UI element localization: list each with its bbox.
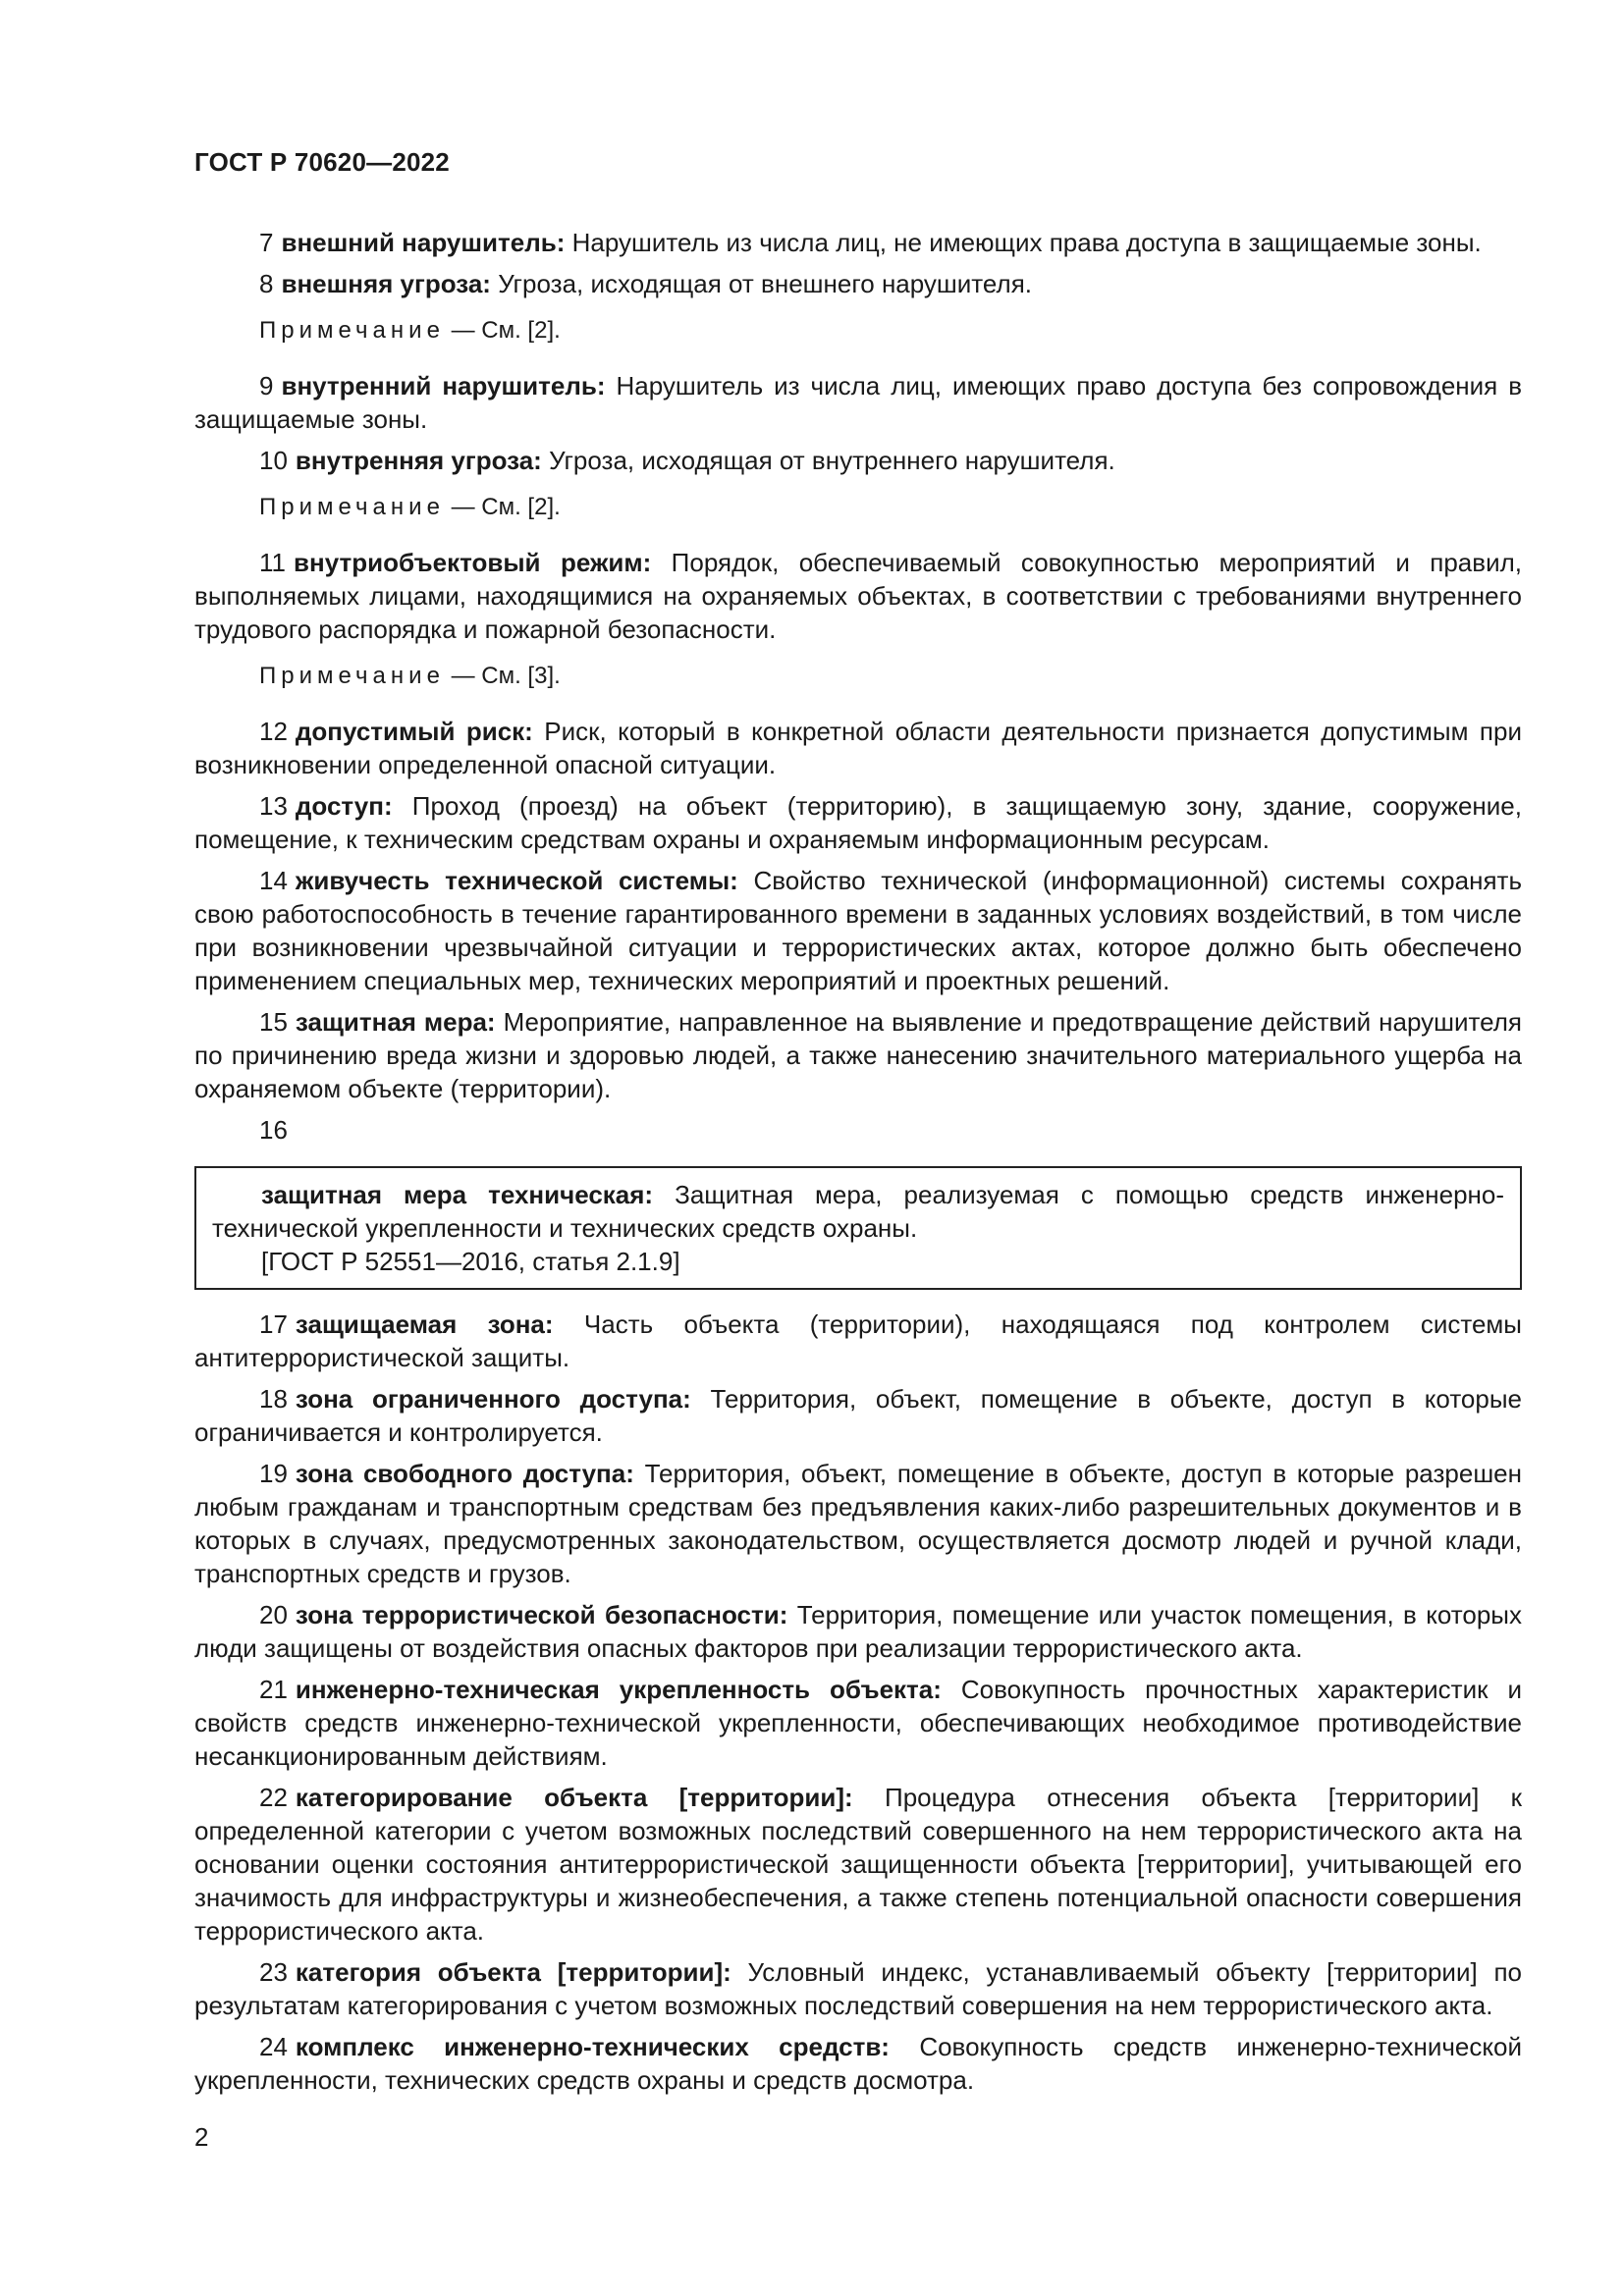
definition: Условный индекс, устанавливаемый объекту [территории] по результатам категорирования с учетом возможных последствий совершения на нем террористического акта. <box>194 1957 1522 2020</box>
term: категорирование объекта [территории]: <box>295 1783 853 1812</box>
note-label: Примечание <box>259 663 445 689</box>
term-entry-23: 23 категория объекта [территории]: Условный индекс, устанавливаемый объекту [территории] по результатам категорирования с учетом возможных последствий совершения на нем террористического акта. <box>194 1957 1522 2020</box>
term: инженерно-техническая укрепленность объекта: <box>295 1675 942 1704</box>
definition: Угроза, исходящая от внутреннего нарушителя. <box>549 446 1115 475</box>
term: категория объекта [территории]: <box>295 1957 731 1987</box>
term-entry-13: 13 доступ: Проход (проезд) на объект (территорию), в защищаемую зону, здание, сооружение, помещение, к техническим средствам охраны и охраняемым информационным ресурсам. <box>194 791 1522 854</box>
standard-header: ГОСТ Р 70620—2022 <box>194 147 450 177</box>
note-label: Примечание <box>259 317 445 344</box>
definition: Процедура отнесения объекта [территории] к определенной категории с учетом возможных последствий совершенного на нем террористического акта на основании оценки состояния антитеррористической защищенности объекта [территории], учитывающей его значимость для инфраструктуры и жизнеобеспечения, а также степень потенциальной опасности совершения террористического акта. <box>194 1783 1522 1946</box>
note-text: — См. [2]. <box>451 494 561 520</box>
boxed-term-entry <box>212 1178 1504 1245</box>
term: зона свободного доступа: <box>295 1459 634 1488</box>
definition: Совокупность средств инженерно-технической укрепленности, технических средств охраны и средств досмотра. <box>194 2032 1522 2095</box>
term-entry-10: 10 внутренняя угроза: Угроза, исходящая от внутреннего нарушителя. <box>259 446 1115 475</box>
definition: Совокупность прочностных характеристик и свойств средств инженерно-технической укрепленности, обеспечивающих необходимое противодействие несанкционированным действиям. <box>194 1675 1522 1771</box>
term: внутренний нарушитель: <box>281 371 606 400</box>
term-entry-18: 18 зона ограниченного доступа: Территория, объект, помещение в объекте, доступ в которые ограничивается и контролируется. <box>194 1384 1523 1447</box>
definition: Территория, объект, помещение в объекте, доступ в которые ограничивается и контролируется. <box>194 1384 1523 1447</box>
definition: Угроза, исходящая от внешнего нарушителя. <box>498 269 1032 298</box>
term: доступ: <box>295 791 393 821</box>
definition: Территория, помещение или участок помещения, в которых люди защищены от воздействия опасных факторов при реализации террористического акта. <box>194 1600 1522 1663</box>
definition: Риск, который в конкретной области деятельности признается допустимым при возникновении определенной опасной ситуации. <box>194 717 1522 779</box>
term-entry-12: 12 допустимый риск: Риск, который в конкретной области деятельности признается допустимым при возникновении определенной опасной ситуации. <box>194 717 1522 779</box>
term: внешняя угроза: <box>281 269 491 298</box>
definition: Нарушитель из числа лиц, имеющих право доступа без сопровождения в защищаемые зоны. <box>194 371 1523 434</box>
source-reference: [ГОСТ Р 52551—2016, статья 2.1.9] <box>261 1247 680 1276</box>
term: внутриобъектовый режим: <box>294 548 652 577</box>
term-entry-17: 17 защищаемая зона: Часть объекта (территории), находящаяся под контролем системы антитеррористической защиты. <box>194 1309 1522 1372</box>
term-entry-11: 11 внутриобъектовый режим: Порядок, обеспечиваемый совокупностью мероприятий и правил, выполняемых лицами, находящимися на охраняемых объектах, в соответствии с требованиями внутреннего трудового распорядка и пожарной безопасности. <box>194 548 1522 644</box>
term-entry-20: 20 зона террористической безопасности: Территория, помещение или участок помещения, в которых люди защищены от воздействия опасных факторов при реализации террористического акта. <box>194 1600 1522 1663</box>
definition: Свойство технической (информационной) системы сохранять свою работоспособность в течение гарантированного времени в заданных условиях воздействий, в том числе при возникновении чрезвычайной ситуации и террористических актах, которое должно быть обеспечено применением специальных мер, технических мероприятий и проектных решений. <box>194 866 1522 995</box>
term-entry-24: 24 комплекс инженерно-технических средств: Совокупность средств инженерно-технической укрепленности, технических средств охраны и средств досмотра. <box>194 2032 1522 2095</box>
definition: Мероприятие, направленное на выявление и предотвращение действий нарушителя по причинению вреда жизни и здоровью людей, а также нанесению значительного материального ущерба на охраняемом объекте (территории). <box>194 1007 1522 1103</box>
term: живучесть технической системы: <box>295 866 738 895</box>
terms-list <box>194 226 1522 2097</box>
definition: Территория, объект, помещение в объекте, доступ в которые разрешен любым гражданам и транспортным средствам без предъявления каких-либо разрешительных документов и в которых в случаях, предусмотренных законодательством, осуществляется досмотр людей и ручной клади, транспортных средств и грузов. <box>194 1459 1522 1588</box>
note <box>194 491 1522 524</box>
boxed-definition <box>194 1166 1522 1290</box>
term: внутренняя угроза: <box>295 446 542 475</box>
note-label: Примечание <box>259 494 445 520</box>
term-entry-7: 7 внешний нарушитель: Нарушитель из числа лиц, не имеющих права доступа в защищаемые зоны. <box>259 228 1482 257</box>
note <box>194 314 1522 347</box>
term: защитная мера: <box>295 1007 496 1037</box>
term-entry-9: 9 внутренний нарушитель: Нарушитель из числа лиц, имеющих право доступа без сопровождения в защищаемые зоны. <box>194 371 1523 434</box>
note <box>194 660 1522 693</box>
term: зона террористической безопасности: <box>295 1600 788 1629</box>
term: защищаемая зона: <box>295 1309 554 1339</box>
term: зона ограниченного доступа: <box>295 1384 691 1414</box>
term-entry-15: 15 защитная мера: Мероприятие, направленное на выявление и предотвращение действий нарушителя по причинению вреда жизни и здоровью людей, а также нанесению значительного материального ущерба на охраняемом объекте (территории). <box>194 1007 1522 1103</box>
term: комплекс инженерно-технических средств: <box>295 2032 890 2061</box>
note-text: — См. [2]. <box>451 317 561 344</box>
term-entry-8: 8 внешняя угроза: Угроза, исходящая от внешнего нарушителя. <box>259 269 1032 298</box>
page-number: 2 <box>194 2122 209 2152</box>
term: внешний нарушитель: <box>281 228 566 257</box>
term-entry-19: 19 зона свободного доступа: Территория, объект, помещение в объекте, доступ в которые разрешен любым гражданам и транспортным средствам без предъявления каких-либо разрешительных документов и в которых в случаях, предусмотренных законодательством, осуществляется досмотр людей и ручной клади, транспортных средств и грузов. <box>194 1459 1522 1588</box>
term-entry-16-number: 16 <box>259 1115 288 1145</box>
note-text: — См. [3]. <box>451 663 561 689</box>
definition: Нарушитель из числа лиц, не имеющих права доступа в защищаемые зоны. <box>571 228 1482 257</box>
term-entry-14: 14 живучесть технической системы: Свойство технической (информационной) системы сохранять свою работоспособность в течение гарантированного времени в заданных условиях воздействий, в том числе при возникновении чрезвычайной ситуации и террористических актах, которое должно быть обеспечено применением специальных мер, технических мероприятий и проектных решений. <box>194 866 1522 995</box>
definition: Порядок, обеспечиваемый совокупностью мероприятий и правил, выполняемых лицами, находящимися на охраняемых объектах, в соответствии с требованиями внутреннего трудового распорядка и пожарной безопасности. <box>194 548 1522 644</box>
definition: Защитная мера, реализуемая с помощью средств инженерно-технической укрепленности и технических средств охраны. <box>212 1180 1505 1243</box>
term-entry-21: 21 инженерно-техническая укрепленность объекта: Совокупность прочностных характеристик и свойств средств инженерно-технической укрепленности, обеспечивающих необходимое противодействие несанкционированным действиям. <box>194 1675 1522 1771</box>
term: допустимый риск: <box>295 717 533 746</box>
term-entry-22: 22 категорирование объекта [территории]: Процедура отнесения объекта [территории] к определенной категории с учетом возможных последствий совершенного на нем террористического акта на основании оценки состояния антитеррористической защищенности объекта [территории], учитывающей его значимость для инфраструктуры и жизнеобеспечения, а также степень потенциальной опасности совершения террористического акта. <box>194 1783 1522 1946</box>
definition: Часть объекта (территории), находящаяся под контролем системы антитеррористической защиты. <box>194 1309 1522 1372</box>
term: защитная мера техническая: <box>261 1180 654 1209</box>
definition: Проход (проезд) на объект (территорию), в защищаемую зону, здание, сооружение, помещение, к техническим средствам охраны и охраняемым информационным ресурсам. <box>194 791 1522 854</box>
